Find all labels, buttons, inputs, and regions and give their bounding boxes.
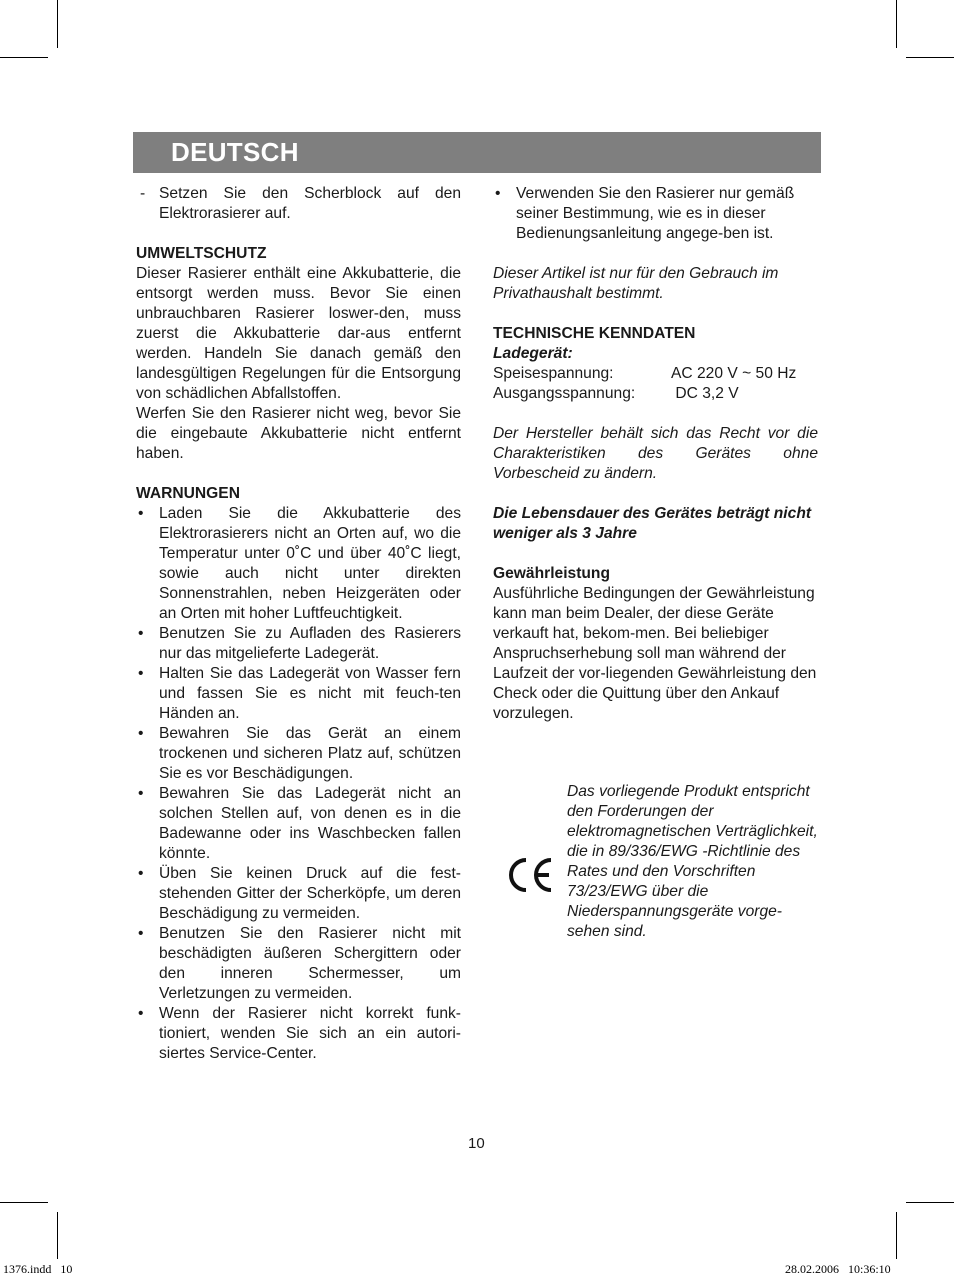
ce-mark-icon (506, 855, 556, 895)
bullet-marker: • (138, 505, 144, 522)
right-column (493, 184, 818, 724)
umweltschutz-paragraph-2: Werfen Sie den Rasierer nicht weg, bevor Sie die eingebaute Akkubatterie nicht entfernt haben. (136, 405, 461, 462)
intro-item (136, 184, 461, 224)
lifetime-note: Die Lebensdauer des Gerätes beträgt nicht weniger als 3 Jahre (493, 505, 812, 542)
warning-item-text: Wenn der Rasierer nicht korrekt funk-tioniert, wenden Sie sich an ein autori-siertes Service-Center. (159, 1005, 461, 1062)
technische-heading: TECHNISCHE KENNDATEN (493, 325, 696, 342)
warning-item-text: Bewahren Sie das Gerät an einem trockenen und sicheren Platz auf, schützen Sie es vor Beschädigungen. (159, 725, 461, 782)
warning-item (136, 664, 461, 724)
crop-mark (906, 1202, 954, 1203)
bullet-marker: • (138, 865, 144, 882)
warning-item (136, 504, 461, 624)
warning-item (136, 784, 461, 864)
ce-conformity-text: Das vorliegende Produkt entspricht den Forderungen der elektromagnetischen Verträglichkeit, die in 89/336/EWG -Richtlinie des Rates und den Vorschriften 73/23/EWG über die Niederspannungsgeräte vorge-sehen sind. (567, 783, 818, 940)
page-number: 10 (468, 1135, 485, 1152)
crop-mark (57, 0, 58, 48)
umweltschutz-paragraph-1: Dieser Rasierer enthält eine Akkubatterie, die entsorgt werden muss. Bevor Sie einen unbrauchbaren Rasierer loswer-den, muss zuerst die Akkubatterie dar-aus entfernt werden. Handeln Sie danach gemäß den landesgültigen Regelungen für die Entsorgung von schädlichen Abfallstoffen. (136, 265, 461, 402)
gewaehrleistung-text: Ausführliche Bedingungen der Gewährleistung kann man beim Dealer, der diese Geräte verkauft hat, bekom-men. Bei beliebiger Anspruchserhebung soll man während der Laufzeit der vor-liegenden Gewährleistung den Check oder die Quittung über den Ankauf vorzulegen. (493, 585, 817, 722)
warning-item (136, 724, 461, 784)
spec-label: Speisespannung: (493, 365, 614, 382)
manufacturer-note: Der Hersteller behält sich das Recht vor die Charakteristiken des Gerätes ohne Vorbescheid zu ändern. (493, 425, 818, 482)
footer-file-info: 1376.indd 10 (3, 1262, 73, 1276)
language-title: DEUTSCH (171, 137, 299, 167)
bullet-marker: • (138, 665, 144, 682)
warning-item-text: Laden Sie die Akkubatterie des Elektrorasierers nicht an Orten auf, wo die Temperatur unter 0˚C und über 40˚C liegt, sowie auch nicht unter direkten Sonnenstrahlen, neben Heizgeräten oder an Orten mit hoher Luftfeuchtigkeit. (159, 505, 461, 622)
spec-value: DC 3,2 V (671, 385, 739, 402)
spec-row (493, 364, 818, 384)
crop-mark (0, 1202, 48, 1203)
bullet-marker: • (138, 1005, 144, 1022)
gewaehrleistung-heading: Gewährleistung (493, 565, 610, 582)
warning-item (136, 624, 461, 664)
ladegeraet-subheading: Ladegerät: (493, 345, 573, 362)
warning-item-text: Halten Sie das Ladegerät von Wasser fern und fassen Sie es nicht mit feuch-ten Händen an. (159, 665, 461, 722)
warning-item-text: Üben Sie keinen Druck auf die fest-stehenden Gitter der Scherköpfe, um deren Beschädigung zu vermeiden. (159, 865, 461, 922)
crop-mark (57, 1212, 58, 1259)
warnungen-heading: WARNUNGEN (136, 485, 240, 502)
warning-item (136, 864, 461, 924)
bullet-marker: • (495, 185, 501, 202)
spec-label: Ausgangsspannung: (493, 385, 636, 402)
footer-timestamp: 28.02.2006 10:36:10 (785, 1262, 891, 1276)
crop-mark (906, 57, 954, 58)
crop-mark (896, 1212, 897, 1259)
bullet-marker: • (138, 625, 144, 642)
warning-item (136, 1004, 461, 1064)
crop-mark (0, 57, 48, 58)
language-header-bar (133, 132, 821, 173)
warning-item (136, 924, 461, 1004)
bullet-marker: • (138, 785, 144, 802)
dash-marker: - (140, 185, 146, 202)
spec-row (493, 384, 818, 404)
bullet-marker: • (138, 925, 144, 942)
spec-value: AC 220 V ~ 50 Hz (671, 365, 797, 382)
umweltschutz-heading: UMWELTSCHUTZ (136, 245, 267, 262)
left-column (136, 184, 461, 1064)
crop-mark (896, 0, 897, 48)
warning-item-text: Bewahren Sie das Ladegerät nicht an solchen Stellen auf, von denen es in die Badewanne oder ins Waschbecken fallen könnte. (159, 785, 461, 862)
bullet-marker: • (138, 725, 144, 742)
household-note: Dieser Artikel ist nur für den Gebrauch im Privathaushalt bestimmt. (493, 265, 779, 302)
intro-item-text: Setzen Sie den Scherblock auf den Elektrorasierer auf. (159, 185, 461, 222)
warning-item-text: Benutzen Sie zu Aufladen des Rasierers nur das mitgelieferte Ladegerät. (159, 625, 461, 662)
warning-item-text: Benutzen Sie den Rasierer nicht mit beschädigten äußeren Schergittern oder den inneren Schermesser, um Verletzungen zu vermeiden. (159, 925, 461, 1002)
usage-item (493, 184, 818, 244)
usage-item-text: Verwenden Sie den Rasierer nur gemäß seiner Bestimmung, wie es in dieser Bedienungsanleitung angege-ben ist. (516, 185, 795, 242)
warnungen-list (136, 504, 461, 1064)
